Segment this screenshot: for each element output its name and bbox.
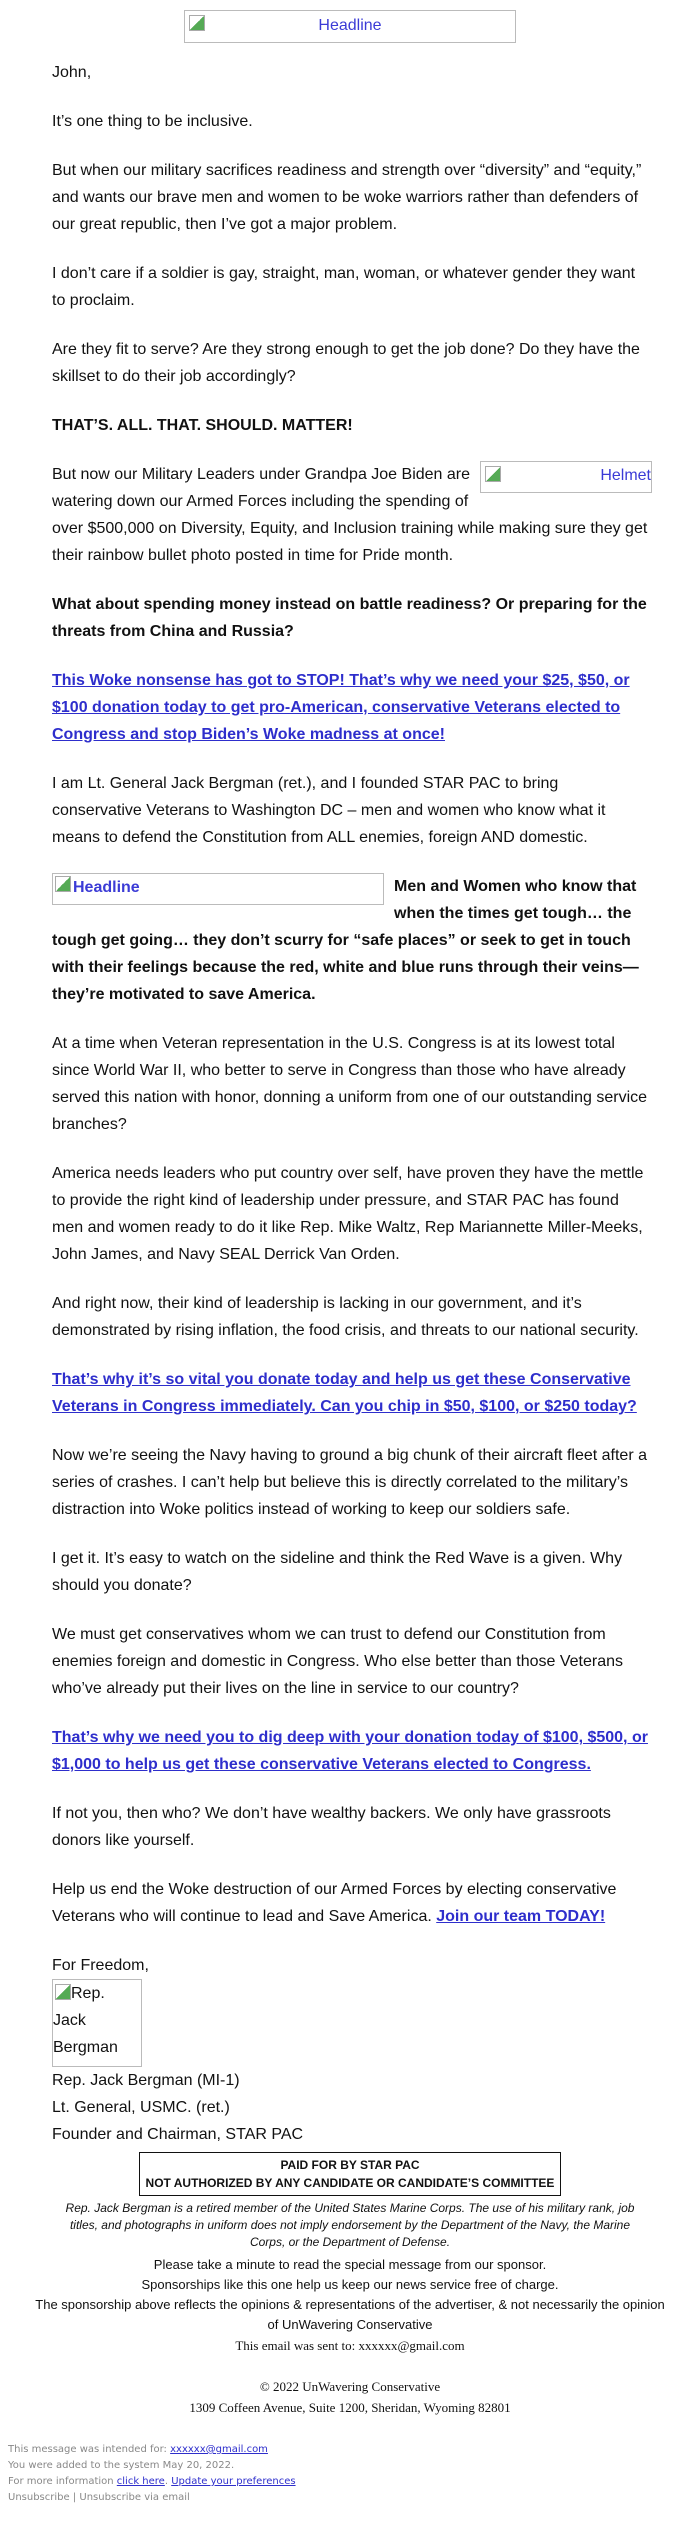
- sent-to: This email was sent to: xxxxxx@gmail.com: [235, 2338, 465, 2353]
- paragraph: Are they fit to serve? Are they strong enough to get the job done? Do they have the skillset to do their job accordingly?: [52, 341, 640, 385]
- helmet-alt: Helmet: [600, 467, 651, 484]
- paragraph: At a time when Veteran representation in the U.S. Congress is at its lowest total since World War II, who better to serve in Congress than those who have already served this nation with honor, donning a uniform from one of our outstanding service branches?: [52, 1035, 648, 1133]
- paragraph: [52, 1876, 650, 1930]
- intended-label: This message was intended for:: [8, 2444, 171, 2455]
- headline-image-2: [52, 873, 384, 905]
- closing: For Freedom,: [52, 1957, 149, 1974]
- paragraph-text: Help us end the Woke destruction of our Armed Forces by electing conservative Veterans who will continue to lead and Save America.: [52, 1881, 617, 1925]
- donate-link-1[interactable]: This Woke nonsense has got to STOP! That’s why we need your $25, $50, or $100 donation today to get pro-American, conservative Veterans elected to Congress and stop Biden’s Woke madness at once!: [52, 672, 630, 743]
- broken-image-icon: [55, 876, 71, 892]
- paragraph: Now we’re seeing the Navy having to ground a big chunk of their aircraft fleet after a series of crashes. I can’t help but believe this is directly correlated to the military’s distraction into Woke politics instead of working to keep our soldiers safe.: [52, 1447, 647, 1518]
- paragraph: What about spending money instead on battle readiness? Or preparing for the threats from China and Russia?: [52, 596, 647, 640]
- join-team-link[interactable]: Join our team TODAY!: [436, 1908, 606, 1925]
- paragraph: But when our military sacrifices readiness and strength over “diversity” and “equity,” and wants our brave men and women to be woke warriors rather than defenders of our great republic, then I’ve got a major problem.: [52, 162, 642, 233]
- paragraph: I am Lt. General Jack Bergman (ret.), and I founded STAR PAC to bring conservative Veterans to Washington DC – men and women who know what it means to defend the Constitution from ALL enemies, foreign AND domestic.: [52, 775, 606, 846]
- click-here-link[interactable]: click here: [116, 2476, 165, 2487]
- paragraph: [52, 461, 650, 569]
- added-date: You were added to the system May 20, 2022.: [8, 2460, 235, 2471]
- donate-link-3[interactable]: That’s why we need you to dig deep with your donation today of $100, $500, or $1,000 to help us get these conservative Veterans elected to Congress.: [52, 1729, 648, 1773]
- emphasis-heading: THAT’S. ALL. THAT. SHOULD. MATTER!: [52, 417, 353, 434]
- disclaimer: Rep. Jack Bergman is a retired member of the United States Marine Corps. The use of his military rank, job titles, and photographs in uniform does not imply endorsement by the Department of the Navy, the Marine Corps, or the Department of Defense.: [65, 2201, 635, 2249]
- broken-image-icon: [485, 466, 501, 482]
- headline-alt: Headline: [318, 17, 382, 34]
- sponsor-line: The sponsorship above reflects the opinions & representations of the advertiser, & not necessarily the opinion of UnWavering Conservative: [35, 2297, 665, 2332]
- paragraph-text: Men and Women who know that when the times get tough… the tough get going… they don’t scurry for “safe places” or seek to get in touch with their feelings because the red, white and blue runs through their veins—they’re motivated to save America.: [52, 878, 639, 1003]
- paragraph: We must get conservatives whom we can trust to defend our Constitution from enemies foreign and domestic in Congress. Who else better than those Veterans who’ve already put their lives on the line in service to our country?: [52, 1626, 623, 1697]
- signature-role: Founder and Chairman, STAR PAC: [52, 2126, 304, 2143]
- intended-email-link[interactable]: xxxxxx@gmail.com: [170, 2444, 268, 2455]
- paragraph: America needs leaders who put country over self, have proven they have the mettle to provide the right kind of leadership under pressure, and STAR PAC has found men and women ready to do it like Rep. Mike Waltz, Rep Mariannette Miller-Meeks, John James, and Navy SEAL Derrick Van Orden.: [52, 1165, 644, 1263]
- headline2-alt: Headline: [73, 879, 140, 896]
- greeting: John,: [52, 64, 92, 81]
- separator: .: [164, 2476, 172, 2487]
- more-info-label: For more information: [8, 2476, 117, 2487]
- unsubscribe-link[interactable]: Unsubscribe: [8, 2492, 70, 2503]
- sponsor-line: Please take a minute to read the special message from our sponsor.: [153, 2257, 547, 2272]
- unsubscribe-email-link[interactable]: Unsubscribe via email: [79, 2492, 190, 2503]
- footer: [0, 2418, 700, 2546]
- paragraph: I get it. It’s easy to watch on the sideline and think the Red Wave is a given. Why should you donate?: [52, 1550, 623, 1594]
- update-preferences-link[interactable]: Update your preferences: [171, 2476, 296, 2487]
- paragraph: It’s one thing to be inclusive.: [52, 113, 253, 130]
- headline-image: [184, 10, 516, 43]
- paid-line-2: NOT AUTHORIZED BY ANY CANDIDATE OR CANDIDATE’S COMMITTEE: [145, 2176, 555, 2190]
- paragraph: If not you, then who? We don’t have wealthy backers. We only have grassroots donors like yourself.: [52, 1805, 611, 1849]
- address: 1309 Coffeen Avenue, Suite 1200, Sheridan, Wyoming 82801: [189, 2400, 511, 2415]
- helmet-image: [480, 461, 652, 493]
- paragraph: I don’t care if a soldier is gay, straight, man, woman, or whatever gender they want to proclaim.: [52, 265, 636, 309]
- sponsor-line: Sponsorships like this one help us keep our news service free of charge.: [141, 2277, 559, 2292]
- paragraph-text: But now our Military Leaders under Grandpa Joe Biden are watering down our Armed Forces including the spending of over $500,000 on Diversity, Equity, and Inclusion training while making sure they get their rainbow bullet photo posted in time for Pride month.: [52, 466, 648, 564]
- paid-for-box: [139, 2152, 561, 2196]
- sponsor-notice: [0, 2251, 700, 2335]
- paid-line-1: PAID FOR BY STAR PAC: [280, 2158, 420, 2172]
- signature-title: Lt. General, USMC. (ret.): [52, 2099, 230, 2116]
- broken-image-icon: [189, 15, 205, 31]
- separator: |: [69, 2492, 80, 2503]
- signature-alt: Rep. Jack Bergman: [53, 1985, 118, 2056]
- signature-block: [52, 1952, 650, 2148]
- copyright: © 2022 UnWavering Conservative: [259, 2379, 441, 2394]
- broken-image-icon: [55, 1984, 71, 2000]
- paragraph: [52, 873, 650, 1008]
- signature-image: [52, 1979, 142, 2067]
- donate-link-2[interactable]: That’s why it’s so vital you donate today and help us get these Conservative Veterans in Congress immediately. Can you chip in $50, $100, or $250 today?: [52, 1371, 637, 1415]
- signature-name: Rep. Jack Bergman (MI-1): [52, 2072, 240, 2089]
- paragraph: And right now, their kind of leadership is lacking in our government, and it’s demonstrated by rising inflation, the food crisis, and threats to our national security.: [52, 1295, 639, 1339]
